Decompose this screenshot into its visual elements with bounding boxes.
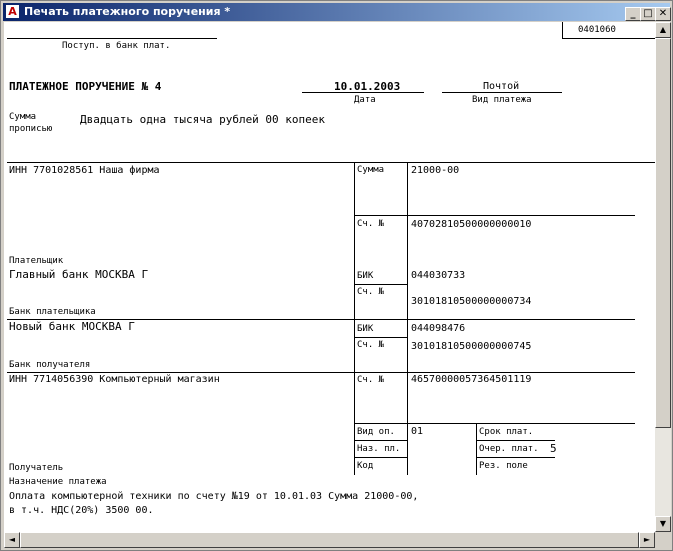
grid-vline-3 — [476, 423, 477, 475]
purpose-line-1: Оплата компьютерной техники по счету №19 от 10.01.03 Сумма 21000-00, — [9, 491, 419, 502]
grid-line-bik2 — [354, 337, 407, 338]
payment-type: Почтой — [483, 81, 520, 92]
recipient-bank-corr: 30101810500000000745 — [411, 341, 532, 352]
payer-bank-corr: 30101810500000000734 — [411, 296, 532, 307]
date-label: Дата — [354, 95, 376, 105]
received-line — [7, 38, 217, 39]
recipient-inn-name: ИНН 7714056390 Компьютерный магазин — [9, 374, 220, 385]
payer-label: Плательщик — [9, 256, 64, 266]
vertical-scrollbar[interactable] — [655, 22, 671, 532]
close-button[interactable]: ✕ — [655, 7, 671, 21]
grid-line-optype — [354, 440, 407, 441]
payer-account: 40702810500000000010 — [411, 219, 532, 230]
recipient-account: 46570000057364501119 — [411, 374, 532, 385]
scroll-right-button[interactable]: ► — [639, 532, 655, 548]
app-logo-icon: A — [6, 5, 19, 18]
recipient-label: Получатель — [9, 463, 64, 473]
scroll-down-button[interactable]: ▼ — [655, 516, 671, 532]
payment-type-label: Вид платежа — [472, 95, 532, 105]
payment-order-document — [4, 22, 655, 532]
grid-line-bik1 — [354, 284, 407, 285]
payer-bank-bik-label: БИК — [357, 271, 374, 281]
vertical-scroll-thumb[interactable] — [655, 38, 671, 428]
recipient-bank-corr-label: Сч. № — [357, 340, 385, 350]
grid-line-top — [7, 162, 655, 163]
scroll-up-button[interactable]: ▲ — [655, 22, 671, 38]
date-line — [302, 92, 424, 93]
form-code-box-bottom — [562, 38, 655, 39]
purpose-line-2: в т.ч. НДС(20%) 3500 00. — [9, 505, 154, 516]
priority-label: Очер. плат. — [479, 444, 539, 454]
recipient-bank-label: Банк получателя — [9, 360, 91, 370]
maximize-button[interactable]: □ — [640, 7, 656, 21]
grid-line-amount — [354, 215, 635, 216]
recipient-bank-bik-label: БИК — [357, 324, 374, 334]
grid-line-recipient-bank — [7, 372, 635, 373]
amount-in-words: Двадцать одна тысяча рублей 00 копеек — [80, 113, 326, 126]
grid-line-priority — [476, 457, 555, 458]
scrollbar-corner — [655, 532, 671, 548]
grid-line-recipient — [354, 423, 635, 424]
amount-value: 21000-00 — [411, 165, 460, 176]
recipient-bank-bik: 044098476 — [411, 323, 466, 334]
horizontal-scroll-thumb[interactable] — [20, 532, 639, 548]
recipient-account-label: Сч. № — [357, 375, 385, 385]
amount-words-label-2: прописью — [9, 124, 53, 134]
purpose-label: Назначение платежа — [9, 477, 107, 487]
payer-account-label: Сч. № — [357, 219, 385, 229]
recipient-bank-name: Новый банк МОСКВА Г — [9, 320, 135, 333]
form-code: 0401060 — [578, 25, 616, 35]
priority-value: 5 — [550, 442, 557, 455]
amount-words-label-1: Сумма — [9, 112, 37, 122]
op-type-value: 01 — [411, 426, 424, 437]
document-date: 10.01.2003 — [334, 80, 401, 93]
window-title: Печать платежного поручения * — [24, 5, 231, 18]
minimize-button[interactable]: _ — [625, 7, 641, 21]
horizontal-scrollbar[interactable] — [4, 532, 655, 548]
title-bar[interactable] — [3, 3, 670, 21]
amount-label: Сумма — [357, 165, 385, 175]
payer-bank-bik: 044030733 — [411, 270, 466, 281]
grid-line-purpose-code — [354, 457, 407, 458]
document-title: ПЛАТЕЖНОЕ ПОРУЧЕНИЕ № 4 — [9, 80, 162, 93]
grid-line-duedate — [476, 440, 555, 441]
form-code-box-left — [562, 22, 563, 38]
payer-bank-name: Главный банк МОСКВА Г — [9, 268, 149, 281]
received-label: Поступ. в банк плат. — [62, 41, 171, 51]
op-type-label: Вид оп. — [357, 427, 395, 437]
payer-bank-corr-label: Сч. № — [357, 287, 385, 297]
reserve-label: Рез. поле — [479, 461, 528, 471]
payment-type-line — [442, 92, 562, 93]
payer-bank-label: Банк плательщика — [9, 307, 96, 317]
purpose-code-label: Наз. пл. — [357, 444, 401, 454]
payer-inn-name: ИНН 7701028561 Наша фирма — [9, 165, 160, 176]
code-label: Код — [357, 461, 374, 471]
due-date-label: Срок плат. — [479, 427, 534, 437]
scroll-left-button[interactable]: ◄ — [4, 532, 20, 548]
